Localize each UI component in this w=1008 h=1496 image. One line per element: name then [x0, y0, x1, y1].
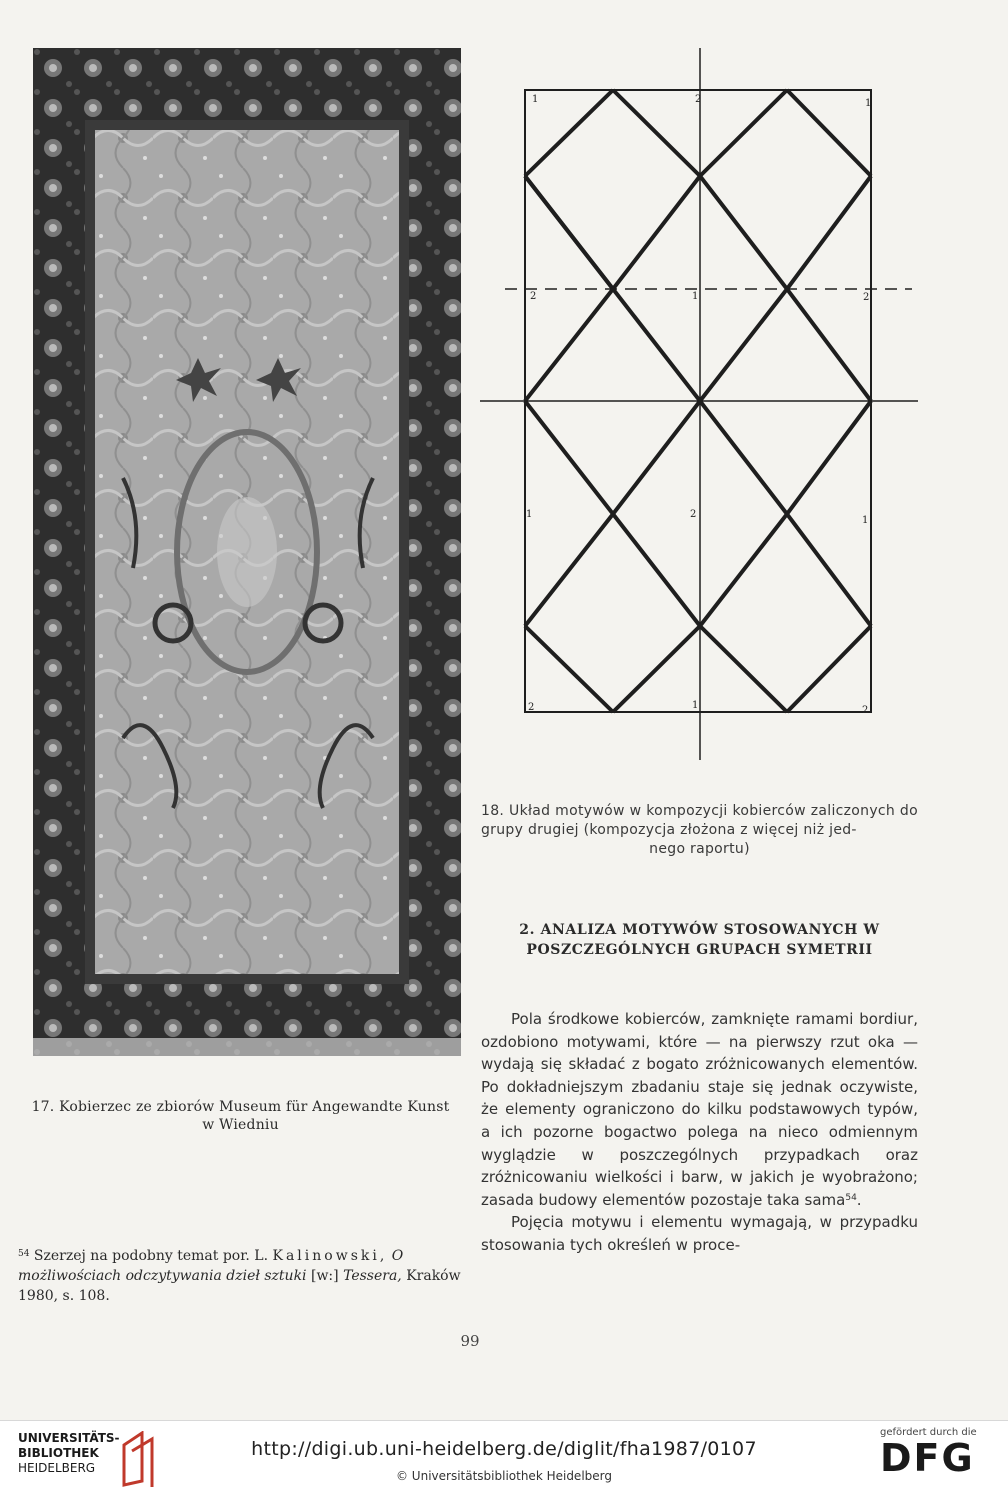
figure-17-caption-line1: 17. Kobierzec ze zbiorów Museum für Angewandte Kunst [31, 1099, 450, 1115]
body-text [481, 1008, 918, 1257]
label-mid-left: 1 [526, 509, 533, 520]
library-line1: UNIVERSITÄTS- [18, 1431, 120, 1445]
paragraph-1 [481, 1008, 918, 1211]
label-dash-right: 2 [863, 292, 870, 303]
permalink-url[interactable]: http://digi.ub.uni-heidelberg.de/diglit/fha1987/0107 [251, 1438, 757, 1460]
dfg-logo[interactable] [880, 1427, 990, 1478]
label-bot-mid: 1 [692, 700, 699, 711]
footnote-number: 54 [18, 1249, 30, 1259]
symmetry-diagram [480, 48, 920, 763]
library-line2: BIBLIOTHEK [18, 1446, 99, 1460]
figure-18-caption [481, 802, 918, 859]
figure-18-caption-a: 18. Układ motywów w kompozycji kobierców zaliczonych do grupy drugiej (kompozycja złożona z więcej niż jed- [481, 803, 918, 838]
paragraph-1-footnote-ref: 54 [845, 1192, 857, 1203]
label-top-mid: 2 [695, 94, 702, 105]
label-dash-mid: 1 [692, 291, 699, 302]
paragraph-2: Pojęcia motywu i elementu wymagają, w przypadku stosowania tych określeń w proce- [481, 1213, 918, 1254]
footnote-author: Kalinowski, [272, 1248, 388, 1264]
carpet-image [33, 48, 461, 1056]
footnote-text-a: Szerzej na podobny temat por. L. [33, 1248, 269, 1264]
figure-17-caption-line2: w Wiedniu [202, 1117, 279, 1133]
label-top-left: 1 [532, 94, 539, 105]
section-heading: 2. ANALIZA MOTYWÓW STOSOWANYCH W POSZCZEGÓLNYCH GRUPACH SYMETRII [519, 922, 880, 958]
figure-17-caption [18, 1098, 463, 1134]
label-bot-right: 2 [862, 705, 869, 716]
label-mid-mid: 2 [690, 509, 697, 520]
label-mid-right: 1 [862, 515, 869, 526]
label-bot-left: 2 [528, 702, 535, 713]
footnote-text-b: [w:] [310, 1268, 339, 1284]
footer-bar [0, 1420, 1008, 1496]
figure-18-caption-b: nego raportu) [649, 841, 750, 857]
diagram-svg [480, 48, 920, 763]
carpet-photograph [33, 48, 461, 1056]
copyright-notice: © Universitätsbibliothek Heidelberg [395, 1469, 612, 1483]
dfg-wordmark: DFG [880, 1436, 975, 1480]
footnote-54 [18, 1246, 463, 1306]
label-dash-left: 2 [530, 291, 537, 302]
label-top-right: 1 [865, 98, 872, 109]
paragraph-1-text: Pola środkowe kobierców, zamknięte ramami bordiur, ozdobiono motywami, które — na pierwszy rzut oka — wydają się składać z bogato zróżnicowanych elementów. Po dokładniejszym zbadaniu staje się jednak oczywiste, że elementy ograniczono do kilku podstawowych typów, a ich pozorne bogactwo polega na nieco odmiennym wyglądzie w poszczególnych przypadkach oraz zróżnicowaniu wielkości i barw, w jakich je wyobrażono; zasada budowy elementów pozostaje taka sama [481, 1010, 918, 1209]
footnote-journal: Tessera, [343, 1268, 402, 1284]
dfg-funded-by: gefördert durch die [880, 1427, 977, 1438]
page-number: 99 [460, 1332, 480, 1350]
footnote-title: O możliwościach odczytywania dzieł sztuki [18, 1248, 404, 1284]
footnote-text-c: Kraków 1980, s. 108. [18, 1268, 461, 1304]
paragraph-1-end: . [856, 1190, 862, 1209]
library-line3: HEIDELBERG [18, 1461, 96, 1475]
